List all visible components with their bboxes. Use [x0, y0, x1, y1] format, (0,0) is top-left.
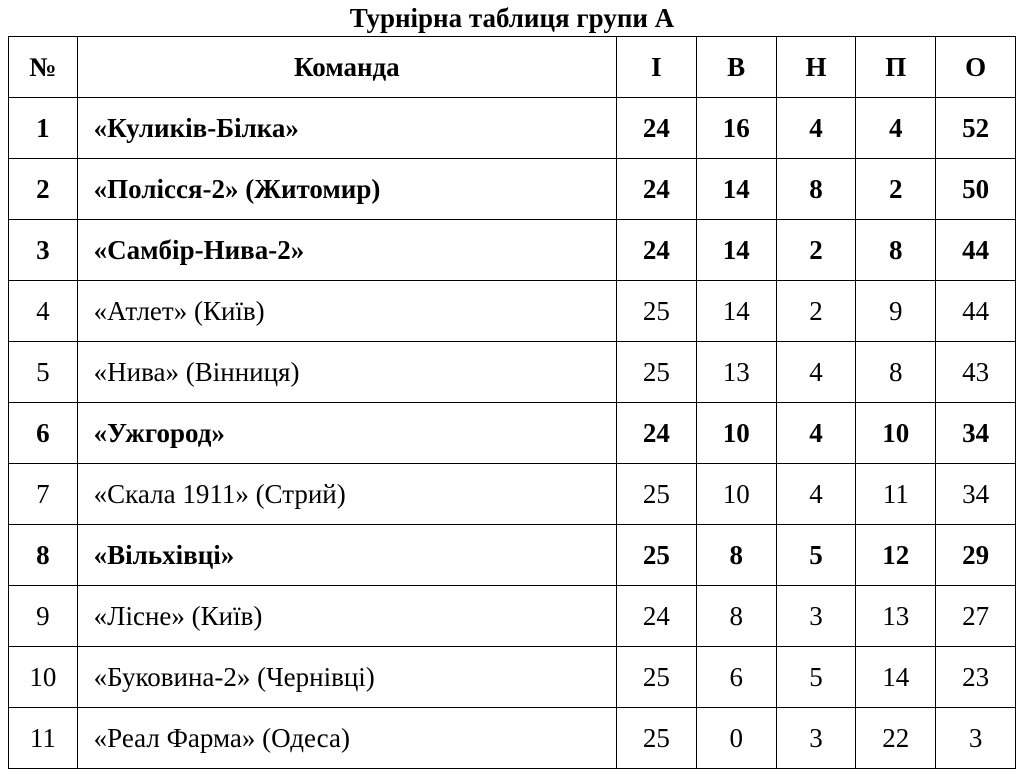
- cell-lost: 14: [856, 647, 936, 708]
- cell-num: 4: [9, 281, 78, 342]
- cell-drawn: 4: [776, 98, 856, 159]
- table-row: [9, 403, 1016, 464]
- header-points: О: [936, 37, 1016, 98]
- table-row: [9, 525, 1016, 586]
- header-team: Команда: [77, 37, 616, 98]
- cell-team: «Куликів-Білка»: [77, 98, 616, 159]
- cell-drawn: 8: [776, 159, 856, 220]
- cell-played: 24: [617, 98, 697, 159]
- cell-points: 43: [936, 342, 1016, 403]
- cell-points: 34: [936, 403, 1016, 464]
- cell-points: 44: [936, 220, 1016, 281]
- cell-lost: 2: [856, 159, 936, 220]
- cell-lost: 12: [856, 525, 936, 586]
- cell-drawn: 2: [776, 281, 856, 342]
- cell-team: «Нива» (Вінниця): [77, 342, 616, 403]
- cell-points: 3: [936, 708, 1016, 769]
- cell-points: 29: [936, 525, 1016, 586]
- cell-num: 10: [9, 647, 78, 708]
- cell-team: «Лісне» (Київ): [77, 586, 616, 647]
- cell-won: 14: [696, 281, 776, 342]
- cell-team: «Реал Фарма» (Одеса): [77, 708, 616, 769]
- cell-won: 14: [696, 159, 776, 220]
- cell-won: 10: [696, 403, 776, 464]
- cell-num: 11: [9, 708, 78, 769]
- cell-team: «Буковина-2» (Чернівці): [77, 647, 616, 708]
- cell-team: «Ужгород»: [77, 403, 616, 464]
- cell-played: 24: [617, 159, 697, 220]
- cell-team: «Самбір-Нива-2»: [77, 220, 616, 281]
- cell-played: 25: [617, 342, 697, 403]
- cell-team: «Полісся-2» (Житомир): [77, 159, 616, 220]
- cell-drawn: 4: [776, 342, 856, 403]
- cell-team: «Атлет» (Київ): [77, 281, 616, 342]
- table-row: [9, 220, 1016, 281]
- cell-points: 27: [936, 586, 1016, 647]
- cell-lost: 10: [856, 403, 936, 464]
- cell-num: 9: [9, 586, 78, 647]
- cell-num: 7: [9, 464, 78, 525]
- cell-points: 52: [936, 98, 1016, 159]
- standings-table: [8, 36, 1016, 769]
- cell-won: 8: [696, 525, 776, 586]
- cell-lost: 8: [856, 342, 936, 403]
- cell-lost: 9: [856, 281, 936, 342]
- table-title: Турнірна таблиця групи А: [349, 3, 675, 33]
- cell-lost: 8: [856, 220, 936, 281]
- cell-points: 34: [936, 464, 1016, 525]
- cell-lost: 13: [856, 586, 936, 647]
- header-drawn: Н: [776, 37, 856, 98]
- cell-drawn: 3: [776, 708, 856, 769]
- cell-num: 1: [9, 98, 78, 159]
- table-row: [9, 159, 1016, 220]
- cell-lost: 4: [856, 98, 936, 159]
- cell-lost: 22: [856, 708, 936, 769]
- table-row: [9, 586, 1016, 647]
- header-lost: П: [856, 37, 936, 98]
- cell-played: 24: [617, 403, 697, 464]
- header-row: [9, 37, 1016, 98]
- cell-points: 23: [936, 647, 1016, 708]
- cell-lost: 11: [856, 464, 936, 525]
- cell-num: 6: [9, 403, 78, 464]
- cell-points: 44: [936, 281, 1016, 342]
- cell-won: 0: [696, 708, 776, 769]
- header-num: №: [9, 37, 78, 98]
- table-row: [9, 98, 1016, 159]
- header-played: І: [617, 37, 697, 98]
- table-row: [9, 647, 1016, 708]
- cell-played: 24: [617, 586, 697, 647]
- cell-played: 25: [617, 525, 697, 586]
- cell-played: 25: [617, 708, 697, 769]
- cell-won: 13: [696, 342, 776, 403]
- cell-num: 3: [9, 220, 78, 281]
- cell-drawn: 4: [776, 464, 856, 525]
- table-row: [9, 464, 1016, 525]
- cell-won: 14: [696, 220, 776, 281]
- table-row: [9, 342, 1016, 403]
- cell-played: 25: [617, 281, 697, 342]
- cell-team: «Скала 1911» (Стрий): [77, 464, 616, 525]
- cell-points: 50: [936, 159, 1016, 220]
- cell-played: 25: [617, 647, 697, 708]
- cell-won: 8: [696, 586, 776, 647]
- cell-won: 6: [696, 647, 776, 708]
- cell-num: 8: [9, 525, 78, 586]
- header-won: В: [696, 37, 776, 98]
- table-body: [9, 98, 1016, 769]
- cell-played: 25: [617, 464, 697, 525]
- cell-played: 24: [617, 220, 697, 281]
- cell-won: 10: [696, 464, 776, 525]
- cell-won: 16: [696, 98, 776, 159]
- cell-drawn: 5: [776, 525, 856, 586]
- table-row: [9, 281, 1016, 342]
- cell-drawn: 4: [776, 403, 856, 464]
- cell-drawn: 3: [776, 586, 856, 647]
- cell-drawn: 2: [776, 220, 856, 281]
- cell-drawn: 5: [776, 647, 856, 708]
- cell-num: 5: [9, 342, 78, 403]
- table-row: [9, 708, 1016, 769]
- cell-team: «Вільхівці»: [77, 525, 616, 586]
- cell-num: 2: [9, 159, 78, 220]
